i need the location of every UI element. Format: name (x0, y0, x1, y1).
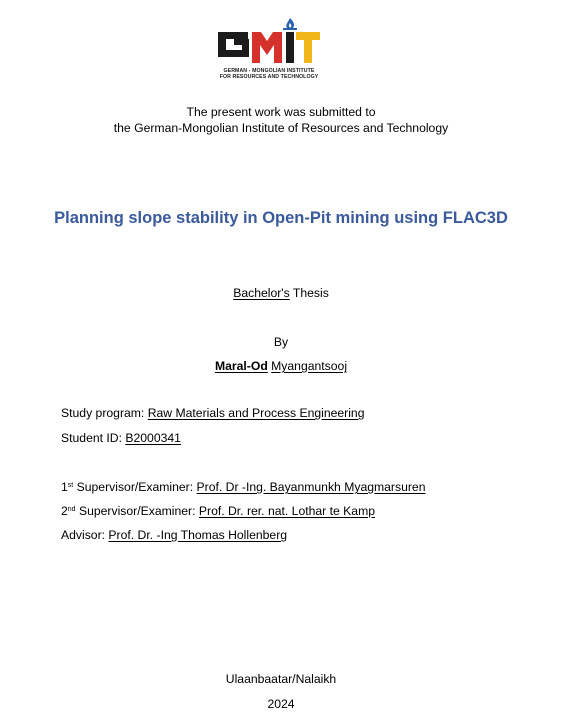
thesis-type-word1: Bachelor's (233, 286, 290, 300)
place: Ulaanbaatar/Nalaikh (225, 672, 337, 686)
second-supervisor (61, 504, 375, 519)
first-supervisor-number: 1 (61, 480, 68, 494)
author-last-name: Myangantsooj (271, 359, 348, 373)
advisor (61, 528, 287, 543)
first-supervisor-ordinal: st (67, 482, 74, 489)
logo-subtitle-line2: FOR RESOURCES AND TECHNOLOGY (219, 74, 319, 80)
by-label: By (273, 335, 289, 349)
thesis-type-word2: Thesis (292, 286, 329, 300)
second-supervisor-ordinal: nd (67, 506, 76, 513)
study-program (61, 406, 365, 421)
second-supervisor-number: 2 (61, 504, 68, 518)
first-supervisor-name: Prof. Dr -Ing. Bayanmunkh Myagmarsuren (196, 480, 426, 494)
first-supervisor (61, 480, 425, 495)
thesis-type (0, 286, 562, 301)
second-supervisor-label: Supervisor/Examiner: (78, 504, 196, 518)
author-name (0, 359, 562, 374)
first-supervisor-label: Supervisor/Examiner: (76, 480, 194, 494)
student-id-value: B2000341 (125, 431, 181, 445)
study-program-label: Study program: (61, 406, 145, 420)
second-supervisor-name: Prof. Dr. rer. nat. Lothar te Kamp (198, 504, 375, 518)
submission-line-2: the German-Mongolian Institute of Resources and Technology (113, 121, 449, 135)
advisor-name: Prof. Dr. -Ing Thomas Hollenberg (108, 528, 288, 542)
gmit-logo-mark (216, 16, 322, 66)
advisor-label: Advisor: (61, 528, 106, 542)
author-first-name: Maral-Od (214, 359, 268, 373)
study-program-value: Raw Materials and Process Engineering (147, 406, 365, 420)
thesis-title: Planning slope stability in Open-Pit mining using FLAC3D (54, 209, 508, 227)
submission-line-1: The present work was submitted to (186, 105, 376, 119)
gmit-logo (216, 16, 322, 84)
logo-subtitle-line1: GERMAN - MONGOLIAN INSTITUTE (223, 68, 315, 74)
year: 2024 (267, 697, 295, 711)
student-id-label: Student ID: (61, 431, 122, 445)
student-id (61, 431, 181, 446)
